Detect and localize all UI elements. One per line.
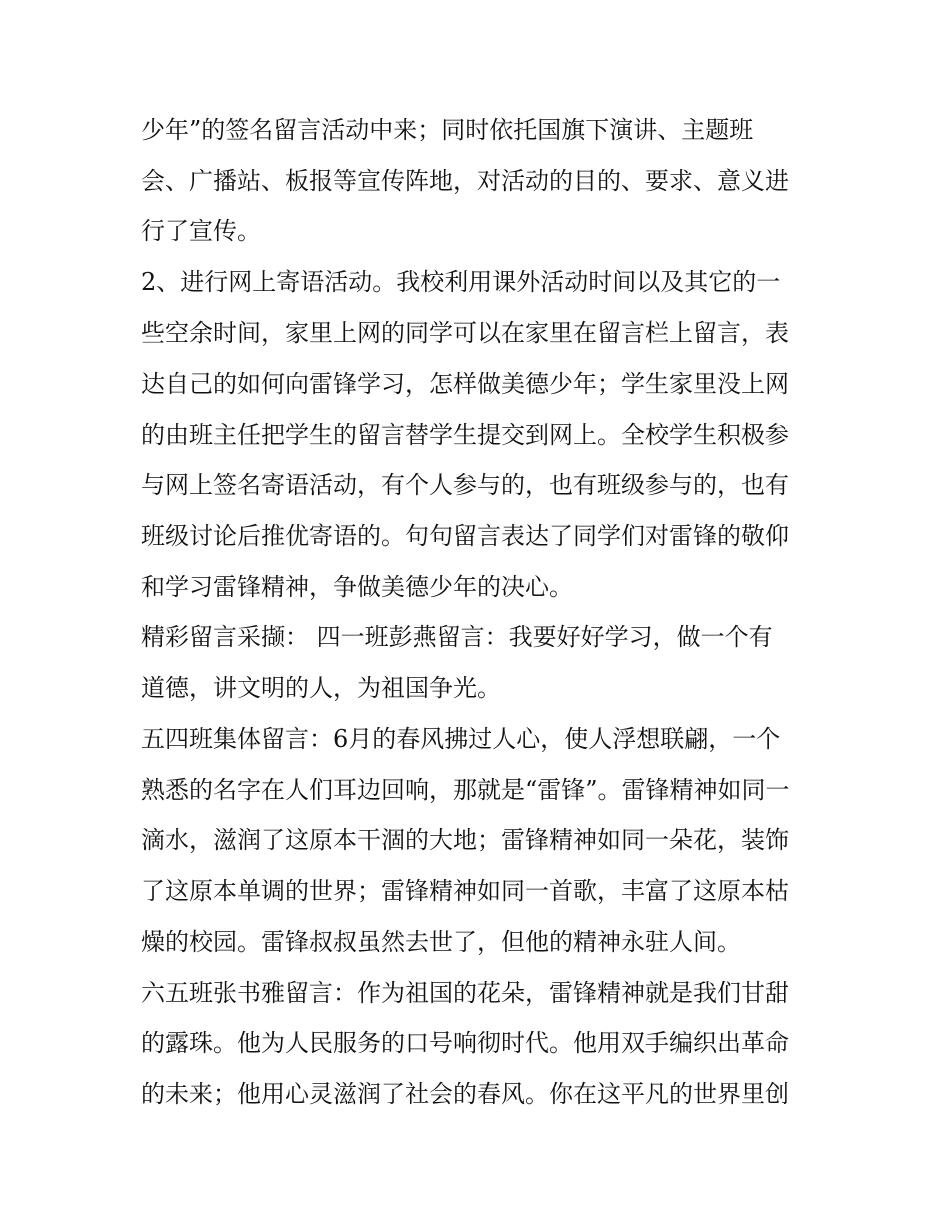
text-line: 六五班张书雅留言：作为祖国的花朵，雷锋精神就是我们甘甜 — [141, 979, 789, 1007]
text-line: 燥的校园。雷锋叔叔虽然去世了，但他的精神永驻人间。 — [141, 928, 741, 956]
text-line: 2、进行网上寄语活动。我校利用课外活动时间以及其它的一 — [141, 268, 781, 296]
text-line: 了这原本单调的世界；雷锋精神如同一首歌，丰富了这原本枯 — [141, 877, 789, 905]
text-line: 与网上签名寄语活动，有个人参与的，也有班级参与的，也有 — [141, 471, 789, 499]
text-line: 精彩留言采撷： 四一班彭燕留言：我要好好学习，做一个有 — [141, 623, 773, 651]
text-line: 班级讨论后推优寄语的。句句留言表达了同学们对雷锋的敬仰 — [141, 522, 789, 550]
text-line: 行了宣传。 — [141, 217, 261, 245]
text-line: 的未来；他用心灵滋润了社会的春风。你在这平凡的世界里创 — [141, 1080, 789, 1108]
text-line: 达自己的如何向雷锋学习，怎样做美德少年；学生家里没上网 — [141, 370, 789, 398]
text-line: 熟悉的名字在人们耳边回响，那就是“雷锋”。雷锋精神如同一 — [141, 776, 790, 804]
text-line: 的露珠。他为人民服务的口号响彻时代。他用双手编织出革命 — [141, 1029, 789, 1057]
text-line: 的由班主任把学生的留言替学生提交到网上。全校学生积极参 — [141, 421, 789, 449]
text-line: 少年”的签名留言活动中来；同时依托国旗下演讲、主题班 — [141, 116, 754, 144]
text-line: 道德，讲文明的人，为祖国争光。 — [141, 674, 501, 702]
text-line: 会、广播站、板报等宣传阵地，对活动的目的、要求、意义进 — [141, 167, 789, 195]
text-line: 些空余时间，家里上网的同学可以在家里在留言栏上留言，表 — [141, 319, 789, 347]
text-line: 和学习雷锋精神，争做美德少年的决心。 — [141, 573, 573, 601]
text-line: 滴水，滋润了这原本干涸的大地；雷锋精神如同一朵花，装饰 — [141, 826, 789, 854]
text-line: 五四班集体留言：6月的春风拂过人心，使人浮想联翩，一个 — [141, 725, 781, 753]
